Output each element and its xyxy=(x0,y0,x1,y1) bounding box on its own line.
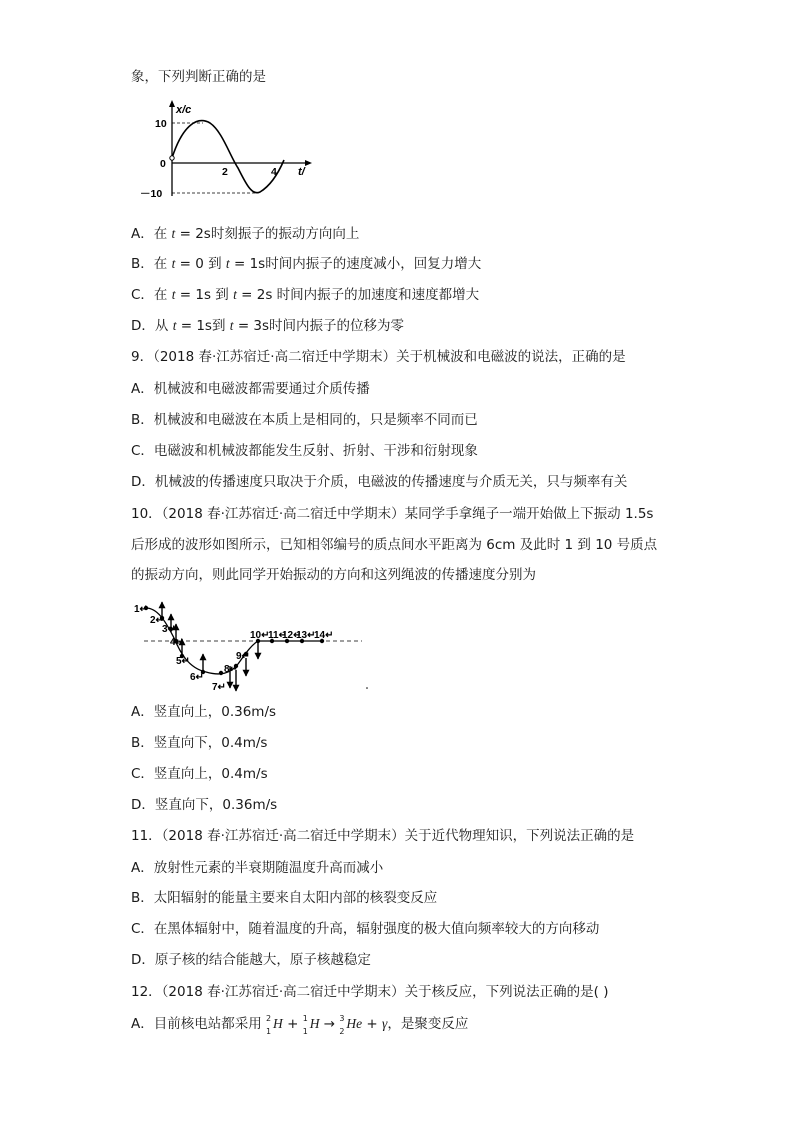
y-tick-10: 10 xyxy=(155,118,167,130)
q10-rope-wave-figure xyxy=(132,598,372,698)
q11-option-d: D．原子核的结合能越大，原子核越稳定 xyxy=(131,952,371,968)
wave-point-label-12: 12↵ xyxy=(282,630,302,641)
x-tick-2: 2 xyxy=(222,166,228,178)
y-axis-label: x/c xyxy=(176,104,192,116)
q11-option-b: B．太阳辐射的能量主要来自太阳内部的核裂变反应 xyxy=(131,890,438,906)
q8-option-d: D．从 t = 1s到 t = 3s时间内振子的位移为零 xyxy=(131,318,405,334)
wave-point-label-14: 14↵ xyxy=(314,630,334,641)
wave-point-label-6: 6↵ xyxy=(190,672,204,683)
q12-stem: 12．（2018 春·江苏宿迁·高二宿迁中学期末）关于核反应，下列说法正确的是( ) xyxy=(131,984,609,1000)
q12-option-a: A．目前核电站都采用 2 1 H + 1 1 H → 3 2 He + γ，是聚变反应 xyxy=(131,1014,469,1036)
wave-point-label-1: 1↵ xyxy=(134,604,148,615)
wave-point-label-9: 9↵ xyxy=(236,651,250,662)
q10-option-a: A．竖直向上，0.36m/s xyxy=(131,704,277,720)
q8-option-a: A．在 t = 2s时刻振子的振动方向向上 xyxy=(131,226,360,242)
q8-sine-graph xyxy=(138,96,338,201)
q11-option-c: C．在黑体辐射中，随着温度的升高，辐射强度的极大值向频率较大的方向移动 xyxy=(131,921,600,937)
wave-point-label-7: 7↵ xyxy=(212,682,226,693)
q11-stem: 11．（2018 春·江苏宿迁·高二宿迁中学期末）关于近代物理知识，下列说法正确的是 xyxy=(131,828,635,844)
wave-point-label-13: 13↵ xyxy=(296,630,316,641)
q10-option-c: C．竖直向上，0.4m/s xyxy=(131,766,268,782)
wave-point-7 xyxy=(219,671,223,675)
wave-point-label-11: 11↵ xyxy=(268,630,287,641)
wave-point-label-4: 4↵ xyxy=(170,637,184,648)
q11-option-a: A．放射性元素的半衰期随温度升高而减小 xyxy=(131,860,384,876)
wave-point-label-8: 8↵ xyxy=(224,664,238,675)
wave-point-label-3: 3↵ xyxy=(162,624,176,635)
y-tick-neg10: －10 xyxy=(140,188,163,200)
nuclide-h1: 1 1 H xyxy=(302,1014,320,1036)
q10-stem-line-3: 的振动方向，则此同学开始振动的方向和这列绳波的传播速度分别为 xyxy=(131,567,536,583)
wave-point-label-10: 10↵ xyxy=(250,630,270,641)
q9-option-b: B．机械波和电磁波在本质上是相同的，只是频率不同而已 xyxy=(131,412,478,428)
q9-option-a: A．机械波和电磁波都需要通过介质传播 xyxy=(131,381,370,397)
nuclide-h2: 2 1 H xyxy=(266,1014,283,1036)
q10-stem-line-2: 后形成的波形如图所示，已知相邻编号的质点间水平距离为 6cm 及此时 1 到 10 号质点 xyxy=(131,537,658,553)
x-axis-label: t/ xyxy=(298,166,305,178)
nuclide-he3: 3 2 He xyxy=(339,1014,363,1036)
q10-option-b: B．竖直向下，0.4m/s xyxy=(131,735,268,751)
q8-option-b: B．在 t = 0 到 t = 1s时间内振子的速度减小，回复力增大 xyxy=(131,256,482,272)
wave-point-label-2: 2↵ xyxy=(150,615,164,626)
x-tick-4: 4 xyxy=(271,166,277,178)
q9-stem: 9．（2018 春·江苏宿迁·高二宿迁中学期末）关于机械波和电磁波的说法，正确的是 xyxy=(131,349,626,365)
q8-option-c: C．在 t = 1s 到 t = 2s 时间内振子的加速度和速度都增大 xyxy=(131,287,480,303)
q9-option-d: D．机械波的传播速度只取决于介质，电磁波的传播速度与介质无关，只与频率有关 xyxy=(131,474,628,490)
wave-point-label-5: 5↵ xyxy=(176,656,190,667)
q8-intro-tail: 象，下列判断正确的是 xyxy=(131,69,266,85)
y-tick-0: 0 xyxy=(160,158,166,170)
q10-option-d: D．竖直向下，0.36m/s xyxy=(131,797,278,813)
q10-stem-line-1: 10．（2018 春·江苏宿迁·高二宿迁中学期末）某同学手拿绳子一端开始做上下振动 1.5s xyxy=(131,506,654,522)
q9-option-c: C．电磁波和机械波都能发生反射、折射、干涉和衍射现象 xyxy=(131,443,478,459)
